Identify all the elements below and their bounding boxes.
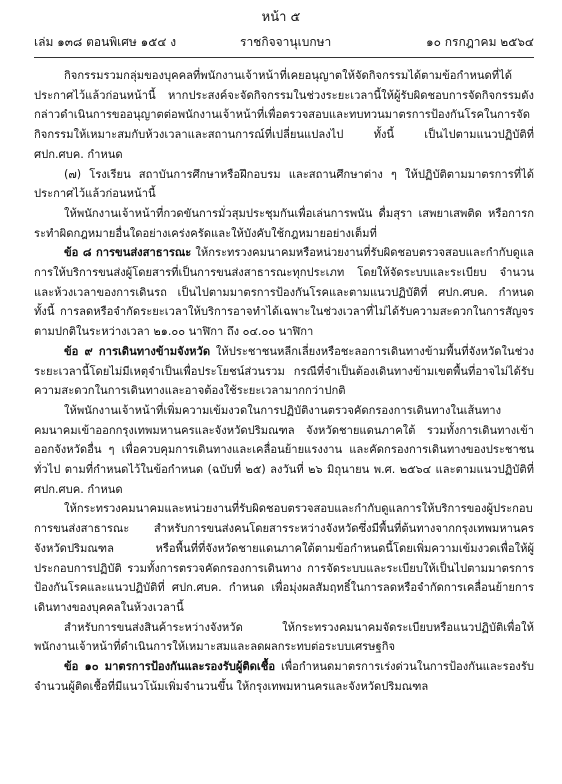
paragraph: กิจกรรมรวมกลุ่มของบุคคลที่พนักงานเจ้าหน้าที่เคยอนุญาตให้จัดกิจกรรมได้ตามข้อกำหนดที่ได้ประกาศไว้แล้วก่อนหน้านี้ หากประสงค์จะจัดกิจกรรมในช่วงระยะเวลานี้ให้ผู้รับผิดชอบการจัดกิจกรรมดังกล่าวดำเนินการขออนุญาตต่อพนักงานเจ้าหน้าที่เพื่อตรวจสอบและทบทวนมาตรการป้องกันโรคในการจัดกิจกรรมให้เหมาะสมกับห้วงเวลาและสถานการณ์ที่เปลี่ยนแปลงไป ทั้งนี้ เป็นไปตามแนวปฏิบัติที่ ศปก.ศบค. กำหนด [34, 69, 534, 161]
clause-label: ข้อ ๘ การขนส่งสาธารณะ [64, 246, 192, 260]
page-number: หน้า ๕ [261, 10, 301, 25]
gazette-header [34, 33, 534, 51]
clause-label: ข้อ ๙ การเดินทางข้ามจังหวัด [64, 344, 211, 358]
header-date: ๑๐ กรกฎาคม ๒๕๖๔ [426, 35, 534, 49]
header-publication: ราชกิจจานุเบกษา [240, 35, 332, 49]
paragraph: ให้พนักงานเจ้าหน้าที่กวดขันการมั่วสุมประชุมกันเพื่อเล่นการพนัน ดื่มสุรา เสพยาเสพติด หรือการกระทำผิดกฎหมายอื่นใดอย่างเคร่งครัดและให้บังคับใช้กฎหมายอย่างเต็มที่ [34, 206, 534, 240]
clause-text: เพื่อกำหนดมาตรการเร่งด่วนในการป้องกันและรองรับจำนวนผู้ติดเชื้อที่มีแนวโน้มเพิ่มจำนวนขึ้น ให้กรุงเทพมหานครและจังหวัดปริมณฑล [34, 660, 534, 693]
clause-text: ให้กระทรวงคมนาคมหรือหน่วยงานที่รับผิดชอบตรวจสอบและกำกับดูแลการให้บริการขนส่งผู้โดยสารที่เป็นการขนส่งสาธารณะทุกประเภท โดยให้จัดระบบและระเบียบ จำนวน และห้วงเวลาของการเดินรถ เป็นไปตามมาตรการป้องกันโรคและตามแนวปฏิบัติที่ ศปก.ศบค. กำหนด ทั้งนี้ การลดหรือจำกัดระยะเวลาให้บริการอาจทำได้เฉพาะในช่วงเวลาที่ไม่ได้รับความสะดวกในการสัญจรตามปกติในระหว่างเวลา ๒๑.๐๐ นาฬิกา ถึง ๐๔.๐๐ นาฬิกา [34, 246, 534, 339]
paragraph: สำหรับการขนส่งสินค้าระหว่างจังหวัด ให้กระทรวงคมนาคมจัดระเบียบหรือแนวปฏิบัติเพื่อให้พนักงานเจ้าหน้าที่ดำเนินการให้เหมาะสมและลดผลกระทบต่อระบบเศรษฐกิจ [34, 620, 534, 654]
document-body [34, 66, 534, 697]
clause-label: ข้อ ๑๐ มาตรการป้องกันและรองรับผู้ติดเชื้อ [64, 660, 276, 674]
clause-10 [34, 657, 534, 696]
header-divider [34, 57, 534, 58]
clause-text: ให้ประชาชนหลีกเลี่ยงหรือชะลอการเดินทางข้ามพื้นที่จังหวัดในช่วงระยะเวลานี้โดยไม่มีเหตุจำเป็นเพื่อประโยชน์ส่วนรวม กรณีที่จำเป็นต้องเดินทางข้ามเขตพื้นที่อาจไม่ได้รับความสะดวกในการเดินทางและอาจต้องใช้ระยะเวลามากกว่าปกติ [34, 344, 534, 398]
paragraph: (๗) โรงเรียน สถาบันการศึกษาหรือฝึกอบรม และสถานศึกษาต่าง ๆ ให้ปฏิบัติตามมาตรการที่ได้ประกาศไว้แล้วก่อนหน้านี้ [34, 167, 534, 201]
paragraph: ให้กระทรวงคมนาคมและหน่วยงานที่รับผิดชอบตรวจสอบและกำกับดูแลการให้บริการของผู้ประกอบการขนส่งสาธารณะ สำหรับการขนส่งคนโดยสารระหว่างจังหวัดซึ่งมีพื้นที่ต้นทางจากกรุงเทพมหานคร จังหวัดปริมณฑล หรือพื้นที่ที่จังหวัดชายแดนภาคใต้ตามข้อกำหนดนี้โดยเพิ่มความเข้มงวดเพื่อให้ผู้ประกอบการปฏิบัติ รวมทั้งการตรวจคัดกรองการเดินทาง การจัดระบบและระเบียบให้เป็นไปตามมาตรการป้องกันโรคและแนวปฏิบัติที่ ศปก.ศบค. กำหนด เพื่อมุ่งผลสัมฤทธิ์ในการลดหรือจำกัดการเคลื่อนย้ายการเดินทางของบุคคลในห้วงเวลานี้ [34, 502, 534, 614]
clause-9 [34, 342, 534, 401]
header-volume: เล่ม ๑๓๘ ตอนพิเศษ ๑๕๔ ง [34, 35, 177, 49]
paragraph: ให้พนักงานเจ้าหน้าที่เพิ่มความเข้มงวดในการปฏิบัติงานตรวจคัดกรองการเดินทางในเส้นทางคมนาคมเข้าออกกรุงเทพมหานครและจังหวัดปริมณฑล จังหวัดชายแดนภาคใต้ รวมทั้งการเดินทางเข้าออกจังหวัดอื่น ๆ เพื่อควบคุมการเดินทางและเคลื่อนย้ายแรงงาน และคัดกรองการเดินทางของประชาชนทั่วไป ตามที่กำหนดไว้ในข้อกำหนด (ฉบับที่ ๒๕) ลงวันที่ ๒๖ มิถุนายน พ.ศ. ๒๕๖๔ และตามแนวปฏิบัติที่ ศปก.ศบค. กำหนด [34, 403, 534, 496]
clause-8 [34, 243, 534, 342]
